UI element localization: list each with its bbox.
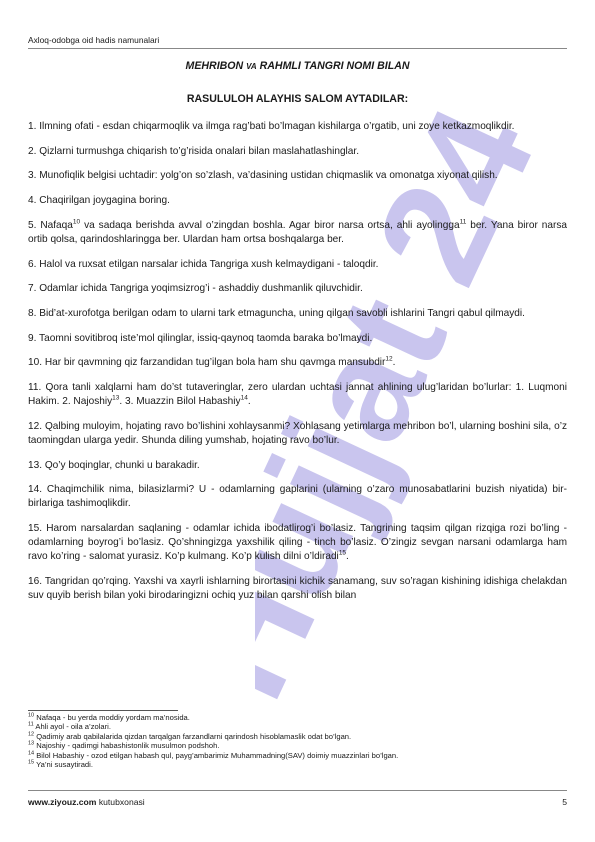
footnote-ref: 15 bbox=[338, 549, 347, 557]
hadith-item bbox=[28, 356, 567, 370]
hadith-text: 10. Har bir qavmning qiz farzandidan tug’ilgan bola ham shu qavmga mansubdir bbox=[28, 357, 386, 369]
hadith-item: 9. Taomni sovitibroq iste’mol qilinglar, issiq-qaynoq taomda baraka bo’lmaydi. bbox=[28, 332, 373, 344]
hadith-text: . bbox=[346, 551, 349, 563]
hadith-item: 4. Chaqirilgan joygagina boring. bbox=[28, 195, 170, 207]
footnote-item bbox=[28, 760, 567, 769]
page-number: 5 bbox=[562, 797, 567, 807]
hadith-list bbox=[28, 120, 567, 603]
footnote-number: 12 bbox=[28, 731, 35, 738]
footnote-text: Najoshiy - qadimgi habashistonlik musulmon podshoh. bbox=[34, 741, 220, 751]
hadith-item bbox=[28, 219, 567, 247]
hadith-text: 11. Qora tanli xalqlarni ham do’st tutaveringlar, zero ulardan uchtasi jannat ahlining ulug’laridan bo’lurlar: 1. Luqmoni Hakim. 2. Najoshiy bbox=[28, 381, 567, 408]
hadith-text: ber. Yana biror narsa ortib qolsa, qarindoshlaringga ber. Ulardan ham ortsa boshqalarga ber. bbox=[28, 219, 567, 245]
footnote-text: Qadimiy arab qabilalarida qizdan tarqalgan farzandlarni qarindosh hisoblamaslik odat bo’lgan. bbox=[34, 731, 352, 741]
footnote-ref: 13 bbox=[112, 394, 120, 402]
hadith-item: 8. Bid’at-xurofotga berilgan odam to ularni tark etmaguncha, uning qilgan savobli ishlarini Tangri qabul qilmaydi. bbox=[28, 307, 525, 319]
footnote-text: Bilol Habashiy - ozod etilgan habash qul, payg’ambarimiz Muhammadning(SAV) doimiy muazzinlari bo’lgan. bbox=[34, 750, 399, 760]
footnote-number: 13 bbox=[28, 740, 35, 747]
footnote-item bbox=[28, 741, 567, 750]
hadith-item: 13. Qo’y boqinglar, chunki u barakadir. bbox=[28, 459, 200, 471]
footnotes bbox=[28, 713, 567, 769]
footnote-item bbox=[28, 713, 567, 722]
watermark-text: Hujjat 24 bbox=[255, 84, 567, 715]
hadith-item: 6. Halol va ruxsat etilgan narsalar ichida Tangriga xush kelmaydigani - taloqdir. bbox=[28, 258, 379, 270]
hadith-text: 5. Nafaqa bbox=[28, 219, 73, 231]
hadith-text: . bbox=[247, 396, 251, 408]
title-invocation: MEHRIBON VA RAHMLI TANGRI NOMI BILAN bbox=[185, 60, 410, 72]
footnote-item bbox=[28, 732, 567, 741]
footnote-rule bbox=[28, 710, 178, 711]
footnote-number: 15 bbox=[28, 759, 35, 766]
hadith-item: 7. Odamlar ichida Tangriga yoqimsizrog’i - ashaddiy dushmanlik qiluvchidir. bbox=[28, 283, 363, 295]
hadith-item: 1. Ilmning ofati - esdan chiqarmoqlik va ilmga rag’bati bo’lmagan kishilarga o’rgatib, uni zoye ketkazmoqlikdir. bbox=[28, 121, 515, 132]
footnote-item bbox=[28, 751, 567, 760]
footnote-text: Nafaqa - bu yerda moddiy yordam ma’nosida. bbox=[34, 713, 190, 722]
page-footer bbox=[28, 790, 567, 808]
header-text: Axloq-odobga oid hadis namunalari bbox=[28, 35, 160, 45]
hadith-text: va sadaqa berishda avval o’zingdan boshla. Agar biror narsa ortsa, ahli ayolingga bbox=[80, 219, 460, 231]
hadith-item: 12. Qalbing muloyim, hojating ravo bo’lishini xohlaysanmi? Xohlasang yetimlarga mehribon bo’l, ularning boshini sila, o’z taomingdan ularga yedir. Shunda diling yumshab, hojating ravo bo’lur. bbox=[28, 420, 567, 446]
hadith-item: 16. Tangridan qo’rqing. Yaxshi va xayrli ishlarning birortasini kichik sanamang, suv so’ragan kishining idishiga chelakdan suv quyib berish bilan yoki birodaringizni ochiq yuz bilan qarshi olish bilan bbox=[28, 575, 567, 601]
footnote-item bbox=[28, 722, 567, 731]
hadith-item bbox=[28, 381, 567, 409]
hadith-item bbox=[28, 522, 567, 564]
footnote-text: Ya’ni susaytiradi. bbox=[34, 760, 93, 770]
footnote-ref: 14 bbox=[240, 394, 248, 402]
hadith-text: . 3. Muazzin Bilol Habashiy bbox=[119, 396, 241, 408]
footer-label: kutubxonasi bbox=[96, 797, 145, 807]
hadith-text: 15. Harom narsalardan saqlaning - odamlar ichida ibodatlirog’i bo’lasiz. Tangrining taqsim qilgan rizqiga rozi bo’ling - odamlarning boyrog’i bo’lasiz. Qo’shningizga yaxshilik qiling - tinch bo’lasiz. O’zingiz sevgan narsani odamlarga ham ravo ko’ring - salomat yurasiz. Ko’p kulmang. Ko’p kulish dilni o’ldiradi bbox=[28, 523, 567, 563]
footer-site-link[interactable]: www.ziyouz.com bbox=[28, 797, 97, 807]
footnote-ref: 12 bbox=[385, 355, 393, 363]
footnote-number: 11 bbox=[28, 721, 34, 728]
footnote-number: 14 bbox=[28, 750, 35, 757]
running-header bbox=[28, 35, 567, 49]
hadith-item: 14. Chaqimchilik nima, bilasizlarmi? U - odamlarning gaplarini (ularning o’zaro munosabatlarini buzish niyatida) bir-birlariga tashimoqlikdir. bbox=[28, 484, 567, 510]
footnote-text: Ahli ayol - oila a’zolari. bbox=[33, 722, 111, 732]
footnote-number: 10 bbox=[28, 712, 35, 719]
hadith-item: 2. Qizlarni turmushga chiqarish to’g’risida onalari bilan maslahatlashinglar. bbox=[28, 145, 360, 157]
hadith-item: 3. Munofiqlik belgisi uchtadir: yolg’on so’zlash, va’dasining ustidan chiqmaslik va omonatga xiyonat qilish. bbox=[28, 170, 498, 182]
footnote-ref: 11 bbox=[459, 218, 467, 226]
footnote-ref: 10 bbox=[72, 218, 81, 226]
title-heading: RASULULOH ALAYHIS SALOM AYTADILAR: bbox=[186, 93, 409, 105]
hadith-text: . bbox=[392, 357, 396, 369]
page-content bbox=[28, 60, 567, 603]
